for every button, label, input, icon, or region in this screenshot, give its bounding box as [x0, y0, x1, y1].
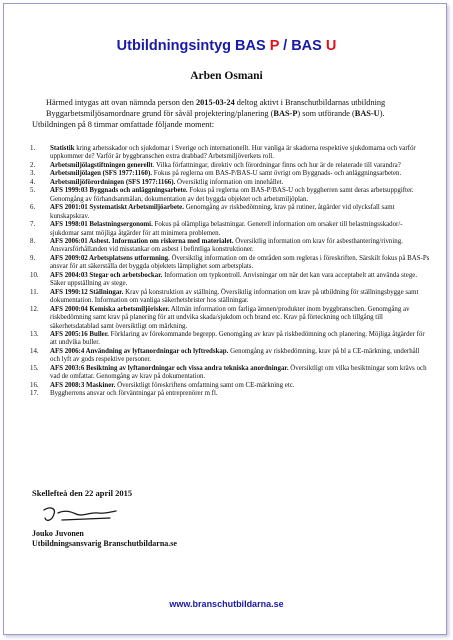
- moment-number: 17.: [30, 390, 39, 398]
- moment-number: 10.: [30, 271, 39, 279]
- moment-text: Förklaring av förekommande begrepp. Genomgång av krav på riskbedömning och planering. Möjliga åtgärder för att undvika buller.: [50, 330, 425, 347]
- moment-item: [30, 255, 430, 272]
- moment-item: [30, 162, 430, 170]
- moment-item: [30, 348, 430, 365]
- moment-text: Översiktlig information om krav för asbesthantering/rivning. Ansvarsförhållanden vid misstankar om asbest i befintliga konstruktioner.: [50, 237, 403, 254]
- moment-item: [30, 306, 430, 331]
- moment-title: AFS 2008:3 Maskiner.: [50, 381, 116, 389]
- signer-name: Jouko Juvonen: [32, 529, 84, 538]
- moment-number: 8.: [30, 237, 36, 245]
- moment-number: 5.: [30, 187, 36, 195]
- moment-title: Arbetsmiljölagstiftningen generellt: [50, 161, 153, 169]
- moment-item: [30, 289, 430, 306]
- moment-item: [30, 272, 430, 289]
- intro-line-3: Utbildningen på 8 timmar omfattade följande moment:: [32, 120, 215, 129]
- footer-website-link[interactable]: www.branschutbildarna.se: [169, 599, 284, 609]
- moment-item: [30, 238, 430, 255]
- moment-number: 12.: [30, 305, 39, 313]
- moment-text: Översiktlig information om de områden som regleras i föreskriften. Särskilt fokus på BAS-Ps ansvar för att säkerställa det byggda objektets lämplighet som arbetsplats.: [50, 254, 430, 271]
- intro-line1-post: deltog aktivt i Branschutbildarnas utbildning: [234, 98, 386, 107]
- signer-role: Utbildningsansvarig Branschutbildarna.se: [32, 539, 177, 548]
- moment-number: 14.: [30, 347, 39, 355]
- handwritten-signature: [40, 504, 120, 526]
- title-prefix: Utbildningsintyg BAS: [116, 38, 270, 54]
- moment-text: kring arbetsskador och sjukdomar i Sverige och internationellt. Hur vanliga är skadorna respektive sjukdomarna och varför uppkommer de? Varför är byggbranschen extra drabbad? Arbetsmiljöverkets roll.: [50, 145, 416, 161]
- intro-line-1: [32, 97, 432, 108]
- moment-title: AFS 1998:01 Belastningsergonomi.: [50, 221, 153, 229]
- moment-text: Översiktligt om vilka besiktningar som krävs och vad de omfattar. Genomgång av krav på dokumentation.: [50, 364, 427, 381]
- moment-title: Statistik: [50, 145, 75, 152]
- intro-line2-post: ).: [379, 109, 385, 118]
- moment-text: Fokus på reglerna om BAS-P/BAS-U samt övrigt om Byggnads- och anläggningsarbeten.: [152, 170, 402, 178]
- moment-number: 4.: [30, 178, 36, 186]
- moment-item: [30, 221, 430, 238]
- moment-text: Krav på konstruktion av ställning. Översiktlig information om krav på utbildning för ställningsbygge samt dokumentation. Information om vanliga säkerhetsbrister hos ställningar.: [50, 288, 419, 305]
- moment-item: [30, 179, 430, 187]
- moment-text: Översiktligt föreskriftens omfattning samt om CE-märkning etc.: [115, 381, 295, 389]
- moment-item: [30, 170, 430, 178]
- moment-text: Information om typkontroll. Anvisningar om när det kan vara acceptabelt att använda stege. Säker uppställning av stege.: [50, 271, 418, 288]
- moment-text: Fokus på reglerna om BAS-P/BAS-U och byggherren samt deras arbetsuppgifter. Genomgång av förhandsanmälan, dokumentation av det byggda objektet och arbetsmiljöplan.: [50, 187, 414, 203]
- moment-title: AFS 2003:6 Besiktning av lyftanordningar och vissa andra tekniska anordningar.: [50, 364, 289, 372]
- person-name: Arben Osmani: [190, 70, 263, 82]
- moment-item: [30, 390, 430, 398]
- moment-text: Allmän information om farliga ämnen/produkter inom byggbranschen. Genomgång av riskbedömning samt krav på planering för att undvika skada/sjukdom och brand etc. Krav på förteckning och tillgång till säkerhetsdatablad samt översiktligt om märkning.: [50, 305, 410, 330]
- moment-text: Fokus på olämpliga belastningar. Generell information om orsaker till belastningsskador/-sjukdomar samt möjliga åtgärder för att minimera problemen.: [50, 221, 403, 237]
- title-p-letter: P: [269, 38, 280, 54]
- moment-text: Översiktlig information om innehållet.: [175, 178, 284, 186]
- title-u-letter: U: [325, 38, 337, 54]
- moment-number: 2.: [30, 161, 36, 169]
- intro-line1-pre: Härmed intygas att ovan nämnda person den: [46, 98, 196, 107]
- moments-list: [30, 145, 430, 399]
- moment-number: 13.: [30, 330, 39, 338]
- moment-number: 3.: [30, 170, 36, 178]
- moment-item: [30, 331, 430, 348]
- moment-title: Arbetsmiljöförordningen (SFS 1977:1166).: [50, 178, 176, 186]
- intro-line-2: [32, 108, 432, 119]
- moment-text: . Vilka författningar, direktiv och förordningar finns och hur är de relaterade till varandra?: [152, 161, 401, 169]
- moment-title: AFS 2006:01 Asbest. Information om riskerna med materialet.: [50, 237, 234, 245]
- moment-item: [30, 365, 430, 382]
- moment-title: AFS 1990:12 Ställningar.: [50, 288, 124, 296]
- moment-title: AFS 2006:4 Användning av lyftanordningar och lyftredskap.: [50, 347, 229, 355]
- title-separator: / BAS: [279, 38, 326, 54]
- moment-title: AFS 2004:03 Stegar och arbetsbockar.: [50, 271, 163, 279]
- moment-number: 15.: [30, 364, 39, 372]
- moment-title: AFS 2001:01 Systematiskt Arbetsmiljöarbete.: [50, 204, 184, 212]
- moment-number: 9.: [30, 254, 36, 262]
- moment-title: Arbetsmiljölagen (SFS 1977:1160).: [50, 170, 153, 178]
- moment-text: Genomgång av riskbedömning, krav på rutiner, åtgärder vid olycksfall samt kunskapskrav.: [50, 204, 395, 220]
- moment-item: [30, 204, 430, 221]
- moment-number: 16.: [30, 381, 39, 389]
- moment-title: AFS 2009:02 Arbetsplatsens utformning.: [50, 254, 170, 262]
- moment-text: Genomgång av riskbedömning, krav på bl a CE-märkning, underhåll och lyft av gods respektive personer.: [50, 347, 420, 364]
- moment-title: AFS 2005:16 Buller.: [50, 330, 109, 338]
- course-date: 2015-03-24: [196, 98, 235, 107]
- moment-title: AFS 1999:03 Byggnads och anläggningsarbete.: [50, 187, 188, 195]
- moment-text: Byggherrens ansvar och förväntningar på entreprenörer m fl.: [50, 390, 218, 398]
- moment-number: 6.: [30, 204, 36, 212]
- moment-number: 1.: [30, 145, 36, 152]
- intro-paragraph: [32, 97, 432, 130]
- bas-p-label: BAS-P: [273, 109, 298, 118]
- moment-title: AFS 2000:04 Kemiska arbetsmiljörisker.: [50, 305, 170, 313]
- bas-u-label: BAS-U: [354, 109, 380, 118]
- intro-line2-pre: Byggarbetsmiljösamordnare grund för såväl projektering/planering (: [46, 109, 274, 118]
- certificate-title: [0, 38, 453, 54]
- moment-item: [30, 145, 430, 162]
- intro-line2-mid: ) som utförande (: [297, 109, 355, 118]
- moment-item: [30, 382, 430, 390]
- moment-number: 7.: [30, 221, 36, 229]
- moment-number: 11.: [30, 288, 39, 296]
- place-date: Skellefteå den 22 april 2015: [32, 488, 133, 498]
- moment-item: [30, 187, 430, 204]
- signer-block: [32, 529, 177, 549]
